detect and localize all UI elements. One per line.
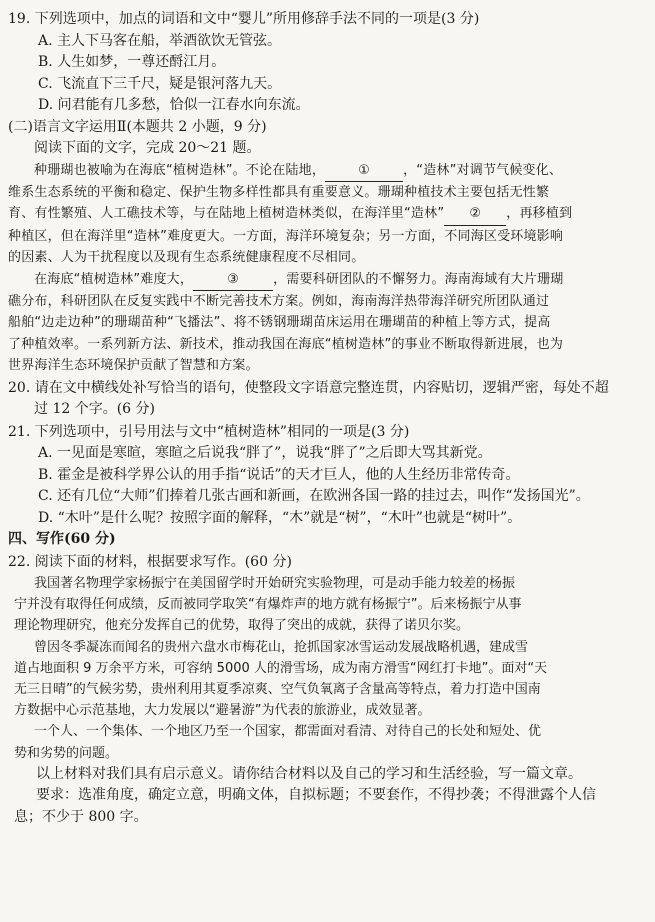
writing-prompt: 以上材料对我们具有启示意义。请你结合材料以及自己的学习和生活经验，写一篇文章。 (36, 765, 582, 782)
passage-text: 育、有性繁殖、人工礁技术等，与在陆地上植树造林类似，在海洋里“造林” (8, 206, 445, 222)
material-line: 无三日晴”的气候劣势，贵州利用其夏季凉爽、空气负氧离子含量高等特点，着力打造中国南 (14, 682, 541, 698)
passage-line (8, 160, 645, 182)
q22-stem: 22. 阅读下面的材料，根据要求写作。(60 分) (8, 553, 292, 570)
passage-line (8, 269, 645, 291)
section-2-heading: (二)语言文字运用Ⅱ(本题共 2 小题，9 分) (8, 118, 267, 135)
passage-line: 世界海洋生态环境保护贡献了智慧和方案。 (8, 358, 259, 374)
passage-text: 在海底“植树造林”难度大， (34, 271, 194, 287)
passage-text: ，“造林”对调节气候变化、 (403, 162, 563, 178)
passage-line: 种植区，但在海洋里“造林”难度更大。一方面，海洋环境复杂；另一方面，不同海区受环境影响 (8, 228, 564, 244)
q21-stem: 21. 下列选项中，引号用法与文中“植树造林”相同的一项是(3 分) (8, 423, 410, 440)
q20-stem-line-2: 过 12 个字。(6 分) (34, 401, 155, 418)
q19-option-a: A. 主人下马客在船，举酒欲饮无管弦。 (38, 32, 282, 49)
q21-option-c: C. 还有几位“大师”们捧着几张古画和新画，在欧洲各国一路的挂过去，叫作“发扬国光”。 (38, 488, 590, 505)
passage-text: 种珊瑚也被喻为在海底“植树造林”。不论在陆地， (34, 162, 326, 178)
q21-option-b: B. 霍金是被科学界公认的用手指“说话”的天才巨人，他的人生经历非常传奇。 (38, 466, 520, 483)
material-line: 我国著名物理学家杨振宁在美国留学时开始研究实验物理，可是动手能力较差的杨振 (34, 576, 516, 592)
writing-requirements-line-2: 息；不少于 800 字。 (14, 808, 148, 825)
q19-option-b: B. 人生如梦，一尊还酹江月。 (38, 54, 226, 70)
material-line: 方数据中心示范基地，大力发展以“避暑游”为代表的旅游业，成效显著。 (14, 703, 431, 719)
q21-option-a: A. 一见面是寒暄，寒暄之后说我“胖了”，说我“胖了”之后即大骂其新党。 (38, 445, 492, 462)
passage-line: 了种植效率。一系列新方法、新技术，推动我国在海底“植树造林”的事业不断取得新进展，也为 (8, 336, 564, 352)
q19-stem: 19. 下列选项中，加点的词语和文中“婴儿”所用修辞手法不同的一项是(3 分) (8, 11, 480, 27)
material-line: 曾因冬季凝冻而闻名的贵州六盘水市梅花山，抢抓国家冰雪运动发展战略机遇，建成雪 (34, 639, 529, 655)
passage-line: 礁分布，科研团队在反复实践中不断完善技术方案。例如，海南海洋热带海洋研究所团队通过 (8, 293, 550, 309)
material-line: 势和劣势的问题。 (14, 745, 119, 761)
section-2-instruction: 阅读下面的文字，完成 20～21 题。 (34, 140, 261, 156)
q21-option-d: D. “木叶”是什么呢？按照字面的解释，“木”就是“树”，“木叶”也就是“树叶”。 (38, 509, 522, 526)
passage-line: 维系生态系统的平衡和稳定、保护生物多样性都具有重要意义。珊瑚种植技术主要包括无性繁 (8, 184, 550, 200)
q19-option-d: D. 问君能有几多愁，恰似一江春水向东流。 (38, 97, 310, 113)
passage-text: ，需要科研团队的不懈努力。海南海域有大片珊瑚 (273, 271, 564, 287)
blank-2: ② (444, 203, 506, 225)
q20-stem-line-1: 20. 请在文中横线处补写恰当的语句，使整段文字语意完整连贯，内容贴切，逻辑严密，每处不超 (8, 379, 609, 396)
material-line: 道占地面积 9 万余平方米，可容纳 5000 人的滑雪场，成为南方滑雪“网红打卡地”。面对“天 (14, 660, 548, 676)
section-4-heading: 四、写作(60 分) (8, 531, 116, 548)
passage-text: ，再移植到 (506, 206, 573, 222)
passage-line: 的因素、人为干扰程度以及现有生态系统健康程度不尽相同。 (8, 250, 365, 266)
material-line: 宁并没有取得任何成绩，反而被同学取笑“有爆炸声的地方就有杨振宁”。后来杨振宁从事 (14, 597, 522, 613)
passage-line (8, 203, 645, 225)
material-line: 一个人、一个集体、一个地区乃至一个国家，都需面对看清、对待自己的长处和短处、优 (34, 724, 542, 740)
writing-requirements-line-1: 要求：选准角度，确定立意，明确文体，自拟标题；不要套作，不得抄袭；不得泄露个人信 (36, 787, 596, 804)
blank-1: ① (325, 160, 403, 182)
passage-line: 船舶“边走边种”的珊瑚苗种“飞播法”、将不锈钢珊瑚苗床运用在珊瑚苗的种植上等方式，提高 (8, 315, 551, 331)
material-line: 理论物理研究，他充分发挥自己的优势，取得了突出的成就，获得了诺贝尔奖。 (14, 618, 470, 634)
q19-option-c: C. 飞流直下三千尺，疑是银河落九天。 (38, 75, 282, 92)
blank-3: ③ (193, 269, 273, 291)
